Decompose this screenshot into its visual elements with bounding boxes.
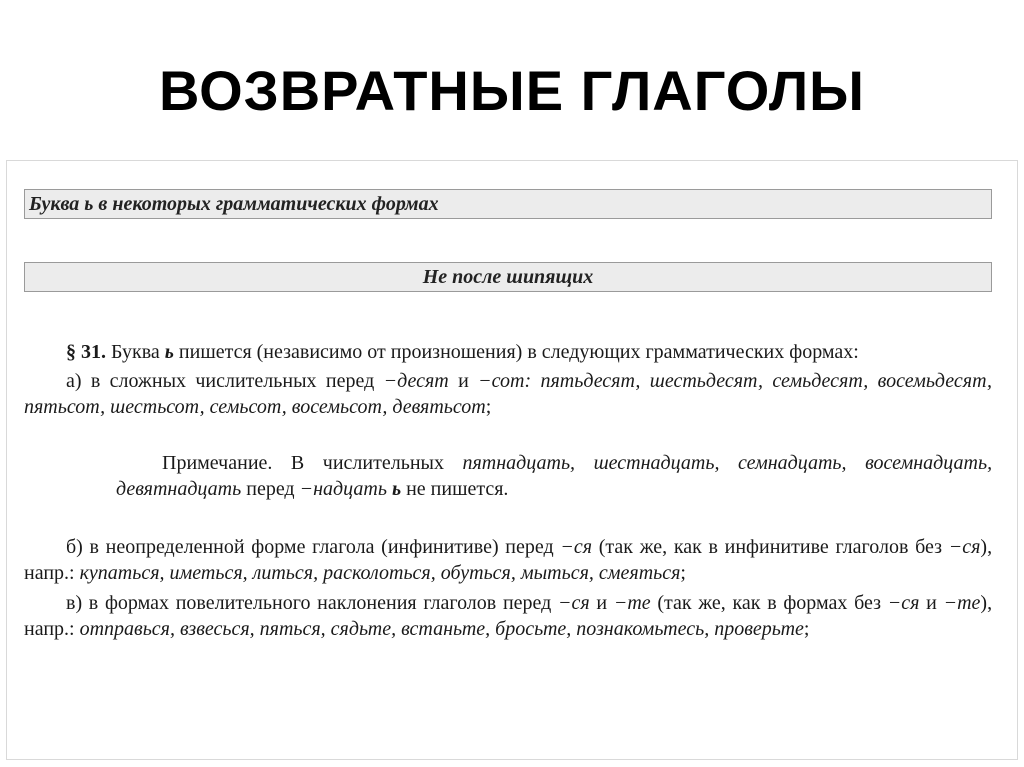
section-header: Буква ь в некоторых грамматических формах bbox=[24, 189, 992, 219]
paragraph-31: § 31. Буква ь пишется (независимо от произношения) в следующих грамматических формах: bbox=[66, 341, 859, 363]
item-a: а) в сложных числительных перед −десят и −сот: пятьдесят, шестьдесят, семьдесят, восемьдесят, пятьсот, шестьсот, семьсот, восемьсот, девятьсот; bbox=[24, 370, 993, 418]
slide-title: ВОЗВРАТНЫЕ ГЛАГОЛЫ bbox=[159, 59, 865, 122]
subsection-header: Не после шипящих bbox=[24, 262, 992, 292]
note-paragraph: Примечание. В числительных пятнадцать, шестнадцать, семнадцать, восемнадцать, девятнадцать перед −надцать ь не пишется. bbox=[116, 452, 993, 500]
item-c: в) в формах повелительного наклонения глаголов перед −ся и −те (так же, как в формах без −ся и −те), напр.: отправься, взвесься, пяться, сядьте, встаньте, бросьте, познакомьтесь, проверьте; bbox=[24, 592, 993, 640]
item-b: б) в неопределенной форме глагола (инфинитиве) перед −ся (так же, как в инфинитиве глаголов без −ся), напр.: купаться, иметься, литься, расколоться, обуться, мыться, смеяться; bbox=[24, 536, 993, 584]
